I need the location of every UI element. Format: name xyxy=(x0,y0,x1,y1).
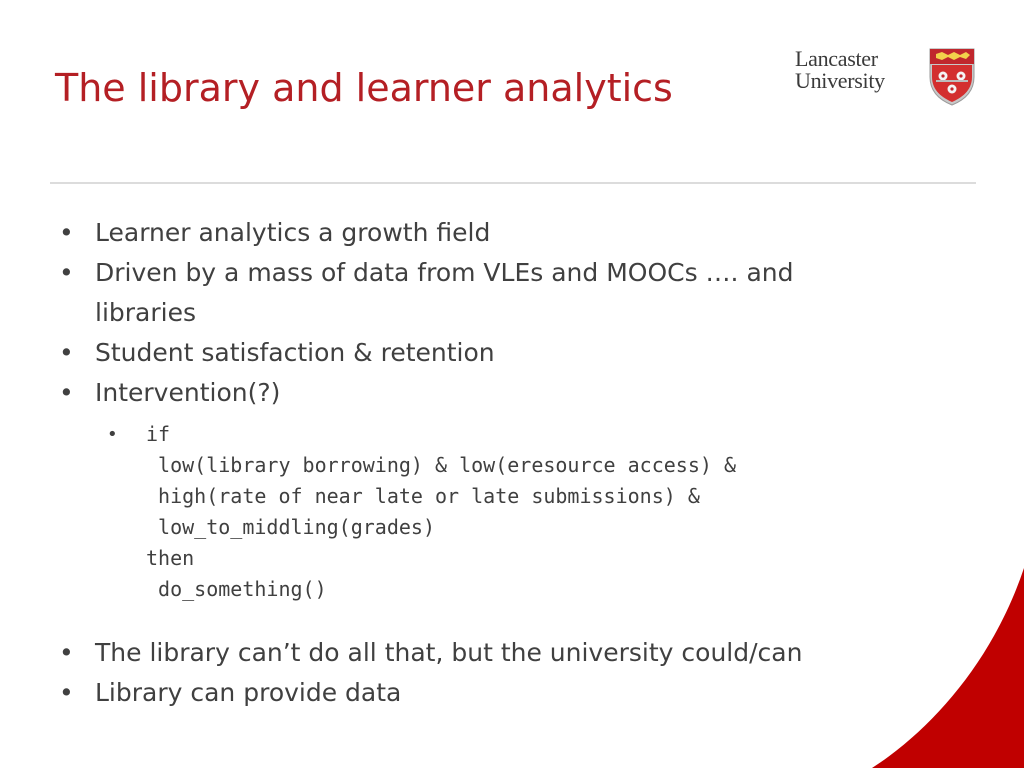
lancaster-university-logo xyxy=(795,46,980,108)
bullet-glyph: • xyxy=(59,638,74,667)
bullet-text: Student satisfaction & retention xyxy=(95,338,495,367)
spacer xyxy=(55,605,905,633)
bullet-text-line-2: libraries xyxy=(95,298,196,327)
code-line: then xyxy=(146,546,195,570)
bullet-text: Intervention(?) xyxy=(95,378,281,407)
sub-bullet-glyph: • xyxy=(107,424,118,445)
slide-body xyxy=(55,213,905,713)
bullet-glyph: • xyxy=(59,338,74,367)
bullet-text-line-1: Driven by a mass of data from VLEs and MOOCs …. and xyxy=(95,258,794,287)
crest-icon xyxy=(928,47,976,107)
logo-line-1: Lancaster xyxy=(795,46,878,71)
logo-wordmark xyxy=(795,48,885,92)
bullet-item xyxy=(55,673,905,713)
corner-accent-swoosh xyxy=(864,568,1024,768)
bullet-text: Learner analytics a growth field xyxy=(95,218,491,247)
bullet-item xyxy=(55,373,905,413)
title-divider xyxy=(50,182,976,184)
bullet-text: The library can’t do all that, but the university could/can xyxy=(95,638,803,667)
bullet-item xyxy=(55,333,905,373)
code-line: if xyxy=(146,422,171,446)
code-line: low(library borrowing) & low(eresource access) & xyxy=(146,453,737,477)
code-line: do_something() xyxy=(146,577,327,601)
bullet-item xyxy=(55,633,905,673)
code-line: low_to_middling(grades) xyxy=(146,515,435,539)
bullet-item xyxy=(55,213,905,253)
bullet-item xyxy=(55,253,905,333)
bullet-glyph: • xyxy=(59,378,74,407)
bullet-glyph: • xyxy=(59,678,74,707)
code-sub-bullet xyxy=(55,419,905,605)
bullet-text: Library can provide data xyxy=(95,678,402,707)
logo-line-2: University xyxy=(795,68,885,93)
bullet-glyph: • xyxy=(59,218,74,247)
slide-title: The library and learner analytics xyxy=(55,66,673,110)
code-line: high(rate of near late or late submissions) & xyxy=(146,484,700,508)
bullet-glyph: • xyxy=(59,258,74,287)
